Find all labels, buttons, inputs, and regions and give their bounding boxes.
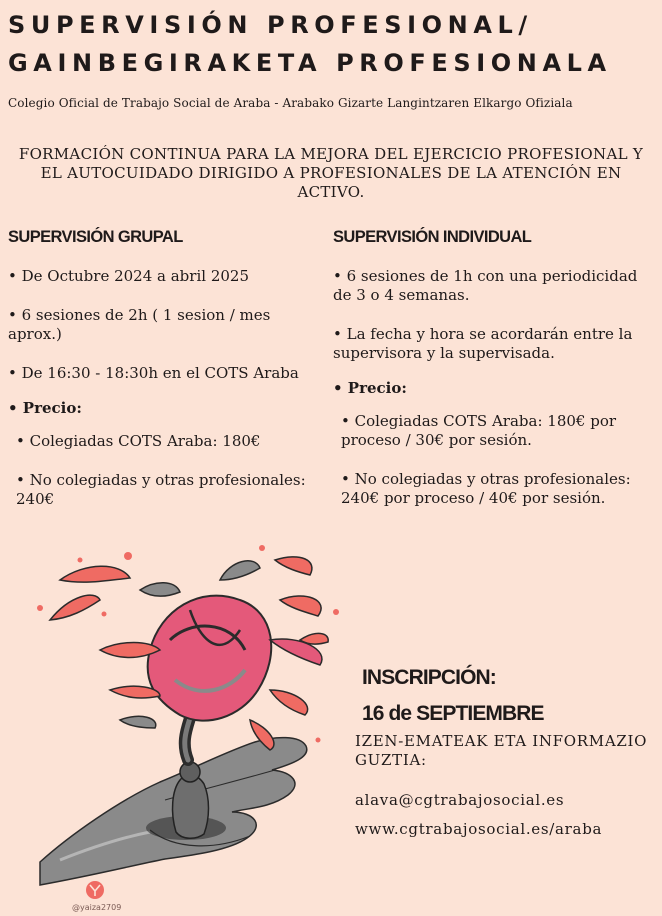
group-schedule: • De 16:30 - 18:30h en el COTS Araba — [8, 364, 299, 382]
individual-sessions: • 6 sesiones de 1h con una periodicidad de 3 o 4 semanas. — [333, 267, 638, 304]
inscription-date: 16 de SEPTIEMBRE — [362, 702, 544, 725]
group-sessions: • 6 sesiones de 2h ( 1 sesion / mes aprox.) — [8, 306, 271, 343]
group-price-members: • Colegiadas COTS Araba: 180€ — [16, 432, 261, 450]
intro-text: FORMACIÓN CONTINUA PARA LA MEJORA DEL EJERCICIO PROFESIONAL Y EL AUTOCUIDADO DIRIGIDO A PROFESIONALES DE LA ATENCIÓN EN ACTIVO. — [18, 145, 644, 201]
poster-title — [8, 6, 658, 82]
contact-email[interactable]: alava@cgtrabajosocial.es — [355, 791, 565, 809]
group-price-label: • Precio: — [8, 399, 82, 417]
title-line-1: SUPERVISIÓN PROFESIONAL/ — [8, 11, 533, 39]
registration-info-text: IZEN-EMATEAK ETA INFORMAZIO GUZTIA: — [355, 732, 648, 769]
individual-supervision-heading: SUPERVISIÓN INDIVIDUAL — [333, 228, 532, 246]
artist-credit: @yaiza2709 — [72, 903, 122, 912]
individual-price-label: • Precio: — [333, 379, 407, 397]
group-supervision-heading: SUPERVISIÓN GRUPAL — [8, 228, 183, 246]
inscription-block — [362, 660, 652, 732]
individual-scheduling: • La fecha y hora se acordarán entre la supervisora y la supervisada. — [333, 325, 633, 362]
individual-price-nonmembers: • No colegiadas y otras profesionales: 240€ por proceso / 40€ por sesión. — [341, 470, 631, 507]
individual-price-members: • Colegiadas COTS Araba: 180€ por proceso / 30€ por sesión. — [341, 412, 617, 449]
group-supervision-column — [8, 228, 313, 529]
group-dates: • De Octubre 2024 a abril 2025 — [8, 267, 249, 285]
bloom-core — [148, 596, 272, 721]
inscription-label: INSCRIPCIÓN: — [362, 666, 496, 689]
title-line-2: GAINBEGIRAKETA PROFESIONALA — [8, 49, 612, 77]
seated-figure-illustration — [173, 775, 209, 838]
group-price-nonmembers: • No colegiadas y otras profesionales: 240€ — [16, 471, 306, 508]
organization-name: Colegio Oficial de Trabajo Social de Araba - Arabako Gizarte Langintzaren Elkargo Ofiziala — [8, 96, 573, 110]
hand-plant-illustration — [0, 540, 345, 916]
contact-website[interactable]: www.cgtrabajosocial.es/araba — [355, 820, 603, 838]
individual-supervision-column — [333, 228, 655, 528]
